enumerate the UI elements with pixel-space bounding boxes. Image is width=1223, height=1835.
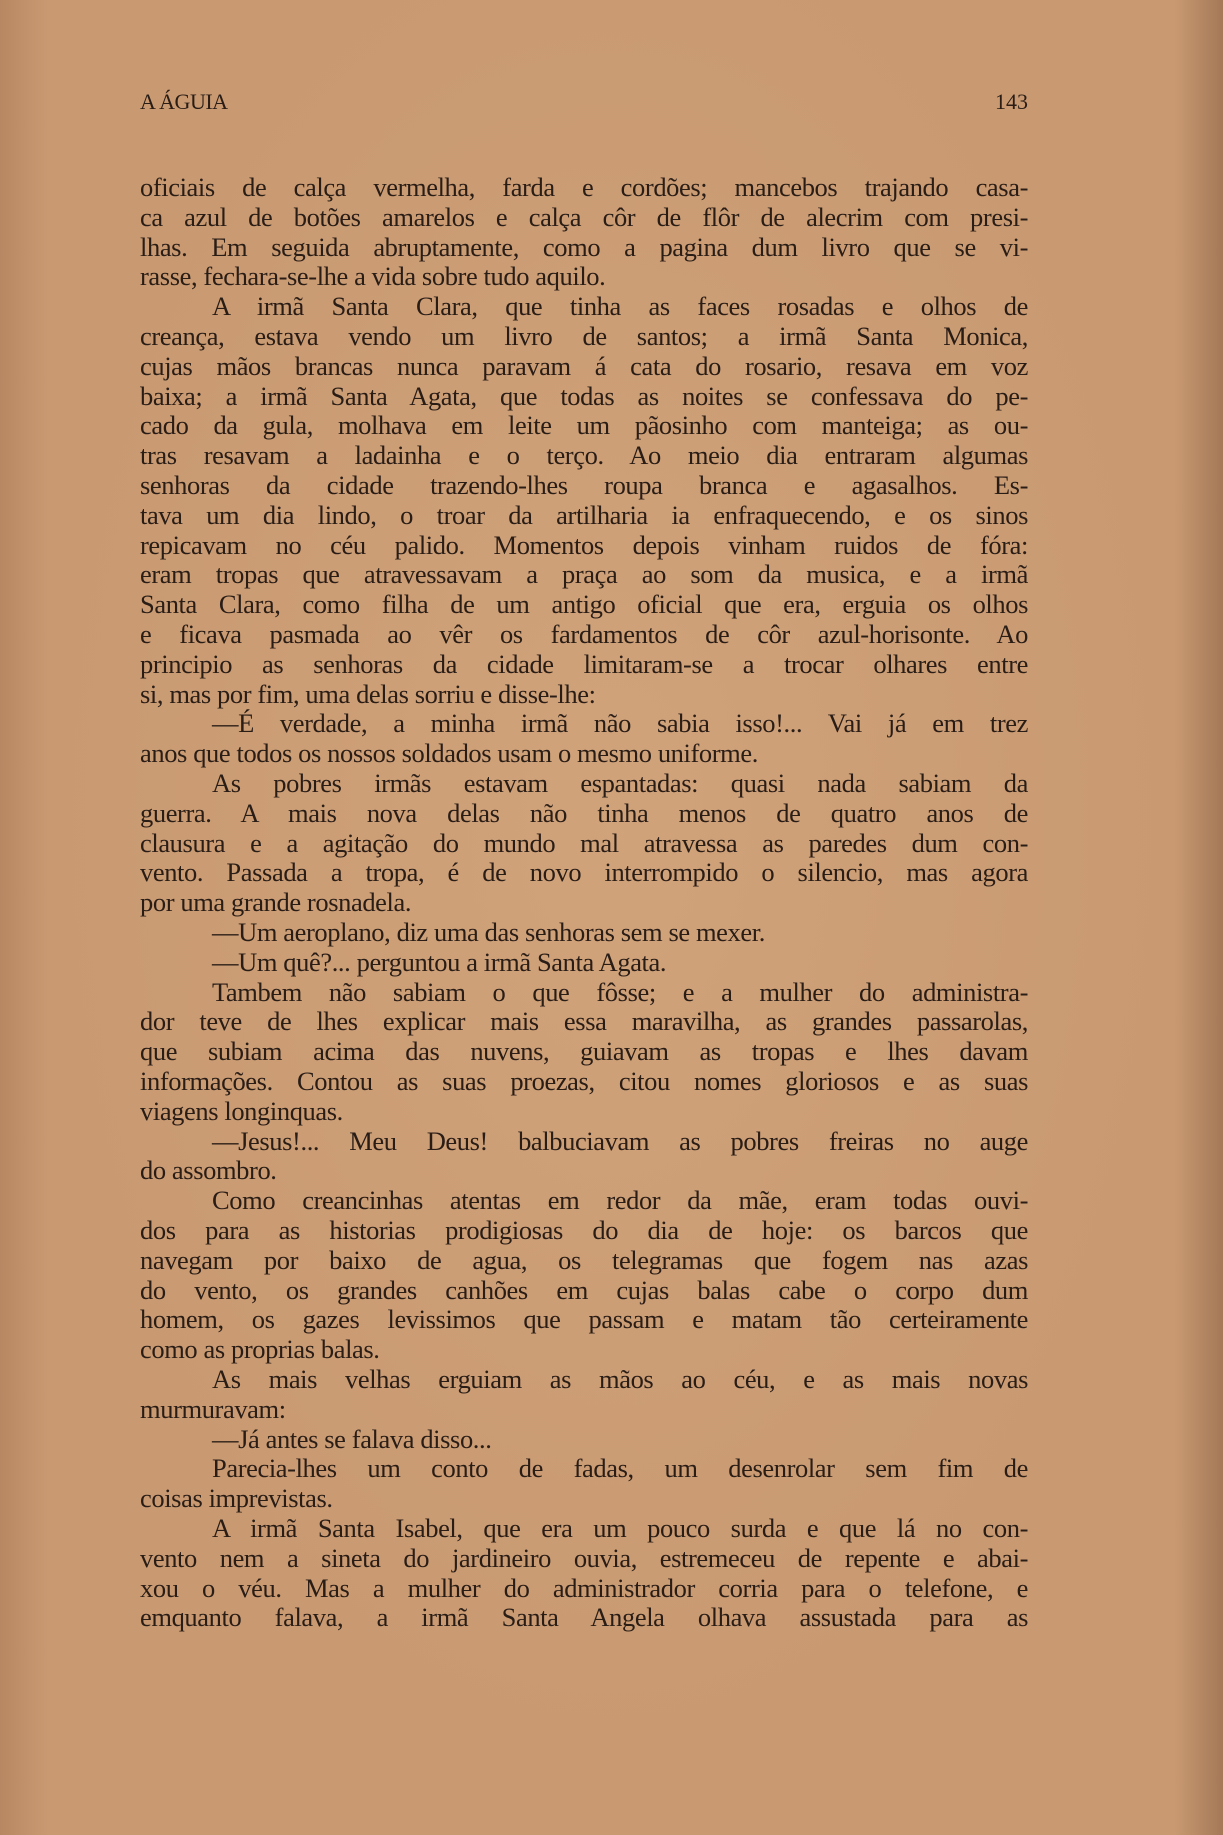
text-line: informações. Contou as suas proezas, citou nomes gloriosos e as suas — [140, 1066, 1028, 1096]
text-line: cujas mãos brancas nunca paravam á cata do rosario, resava em voz — [140, 350, 1028, 381]
text-line: navegam por baixo de agua, os telegramas que fogem nas azas — [140, 1244, 1028, 1275]
text-line: do vento, os grandes canhões em cujas balas cabe o corpo dum — [140, 1274, 1028, 1305]
text-line: dor teve de lhes explicar mais essa maravilha, as grandes passarolas, — [140, 1006, 1028, 1037]
text-line: murmuravam: — [140, 1393, 286, 1424]
text-line: As pobres irmãs estavam espantadas: quasi nada sabiam da — [212, 768, 1028, 798]
text-line: vento. Passada a tropa, é de novo interrompido o silencio, mas agora — [140, 857, 1028, 888]
text-line: Parecia-lhes um conto de fadas, um desenrolar sem fim de — [212, 1453, 1028, 1484]
text-line: —Um aeroplano, diz uma das senhoras sem se mexer. — [212, 917, 765, 947]
text-line: Tambem não sabiam o que fôsse; e a mulher do administra- — [212, 976, 1028, 1007]
text-line: —Já antes se falava disso... — [212, 1423, 492, 1454]
text-line: dos para as historias prodigiosas do dia de hoje: os barcos que — [140, 1215, 1028, 1245]
text-line: como as proprias balas. — [140, 1334, 380, 1365]
text-line: coisas imprevistas. — [140, 1483, 333, 1514]
text-line: baixa; a irmã Santa Agata, que todas as noites se confessava do pe- — [140, 380, 1028, 411]
running-head — [140, 88, 1028, 116]
text-line: oficiais de calça vermelha, farda e cordões; mancebos trajando casa- — [140, 172, 1028, 202]
text-line: emquanto falava, a irmã Santa Angela olhava assustada para as — [140, 1602, 1028, 1633]
text-line: lhas. Em seguida abruptamente, como a pagina dum livro que se vi- — [140, 231, 1028, 262]
page-number: 143 — [995, 89, 1028, 114]
text-line: do assombro. — [140, 1155, 277, 1186]
text-line: —Um quê?... perguntou a irmã Santa Agata. — [212, 946, 667, 977]
text-line: repicavam no céu palido. Momentos depois vinham ruidos de fóra: — [140, 529, 1028, 560]
text-line: Como creancinhas atentas em redor da mãe, eram todas ouvi- — [212, 1185, 1028, 1216]
text-line: principio as senhoras da cidade limitaram-se a trocar olhares entre — [140, 648, 1028, 679]
text-line: A irmã Santa Clara, que tinha as faces rosadas e olhos de — [212, 291, 1028, 322]
text-line: que subiam acima das nuvens, guiavam as tropas e lhes davam — [140, 1036, 1028, 1067]
text-line: homem, os gazes levissimos que passam e matam tão certeiramente — [140, 1304, 1028, 1335]
text-line: ca azul de botões amarelos e calça côr de flôr de alecrim com presi- — [140, 201, 1028, 232]
text-line: Santa Clara, como filha de um antigo oficial que era, erguia os olhos — [140, 589, 1028, 620]
text-line: A irmã Santa Isabel, que era um pouco surda e que lá no con- — [212, 1513, 1028, 1543]
text-line: por uma grande rosnadela. — [140, 887, 412, 918]
text-line: cado da gula, molhava em leite um pãosinho com manteiga; as ou- — [140, 410, 1028, 441]
text-line: vento nem a sineta do jardineiro ouvia, estremeceu de repente e abai- — [140, 1542, 1028, 1573]
text-line: clausura e a agitação do mundo mal atravessa as paredes dum con- — [140, 827, 1028, 858]
text-line: viagens longinquas. — [140, 1095, 343, 1126]
text-line: creança, estava vendo um livro de santos; a irmã Santa Monica, — [140, 321, 1028, 351]
text-line: si, mas por fim, uma delas sorriu e disse-lhe: — [140, 678, 596, 709]
text-line: As mais velhas erguiam as mãos ao céu, e as mais novas — [212, 1364, 1028, 1394]
text-line: anos que todos os nossos soldados usam o mesmo uniforme. — [140, 738, 758, 769]
text-line: eram tropas que atravessavam a praça ao som da musica, e a irmã — [140, 559, 1028, 590]
text-line: tava um dia lindo, o troar da artilharia ia enfraquecendo, e os sinos — [140, 499, 1028, 530]
text-line: —Jesus!... Meu Deus! balbuciavam as pobres freiras no auge — [212, 1125, 1028, 1156]
text-line: xou o véu. Mas a mulher do administrador corria para o telefone, e — [140, 1572, 1028, 1603]
text-line: —É verdade, a minha irmã não sabia isso!... Vai já em trez — [212, 708, 1028, 739]
text-line: e ficava pasmada ao vêr os fardamentos de côr azul-horisonte. Ao — [140, 619, 1028, 649]
text-line: rasse, fechara-se-lhe a vida sobre tudo aquilo. — [140, 261, 606, 292]
text-line: guerra. A mais nova delas não tinha menos de quatro anos de — [140, 797, 1028, 828]
text-line: tras resavam a ladainha e o terço. Ao meio dia entraram algumas — [140, 440, 1028, 471]
text-line: senhoras da cidade trazendo-lhes roupa branca e agasalhos. Es- — [140, 470, 1028, 500]
journal-title: A ÁGUIA — [140, 89, 228, 114]
